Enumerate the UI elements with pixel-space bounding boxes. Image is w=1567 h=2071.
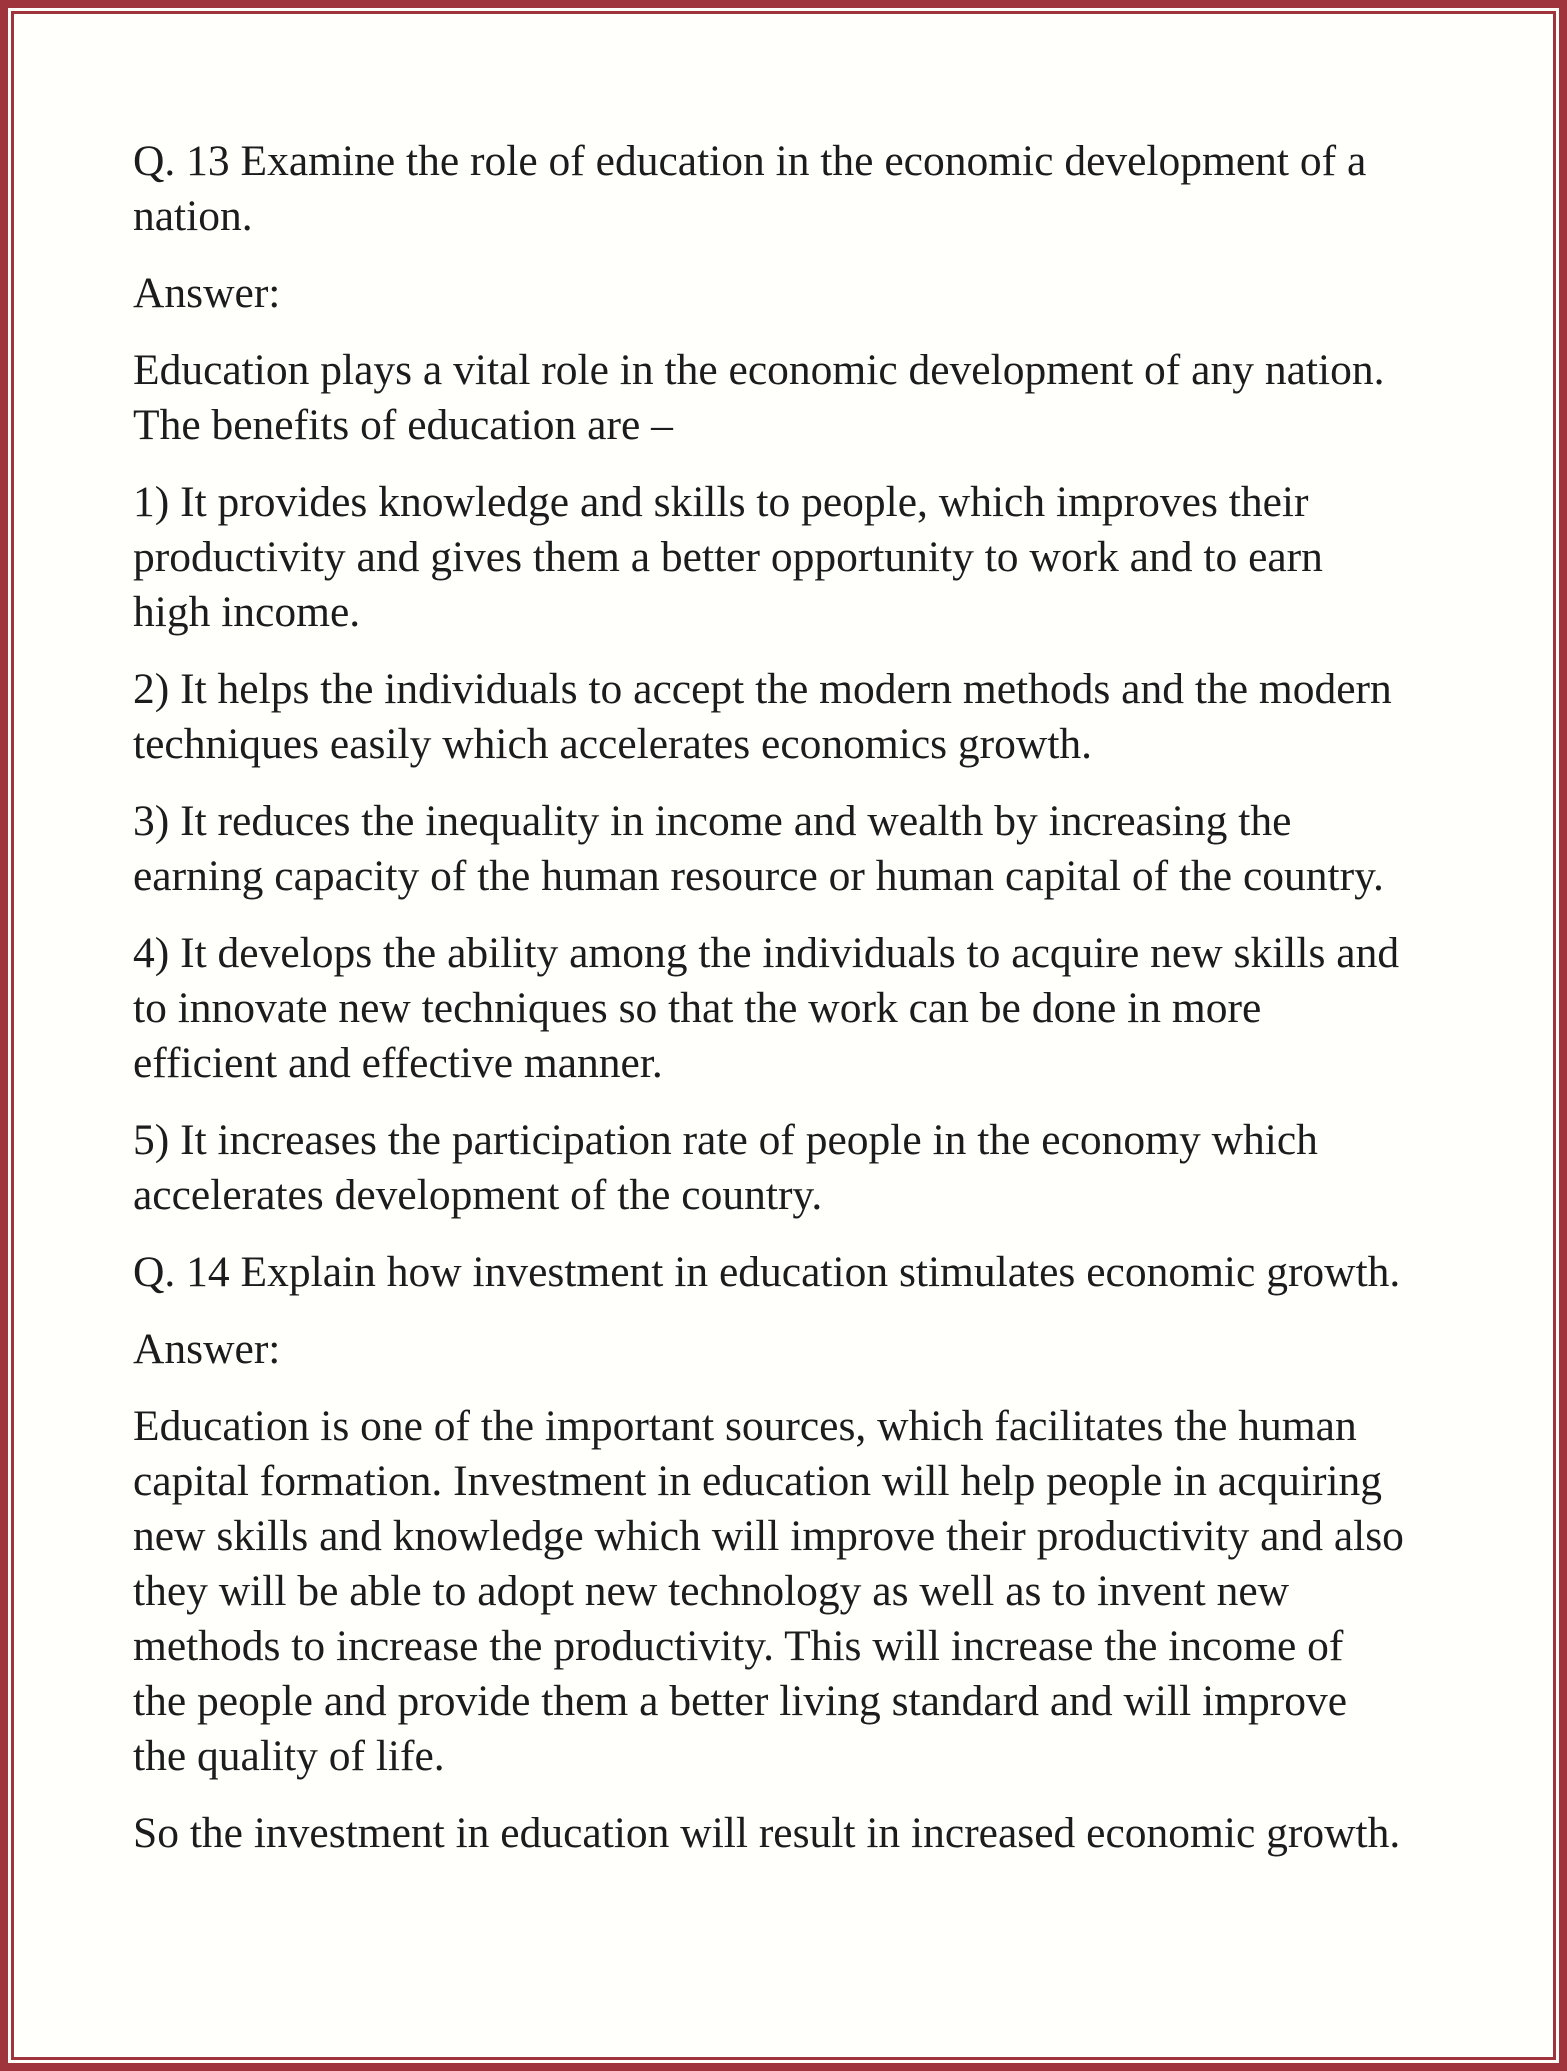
text-line: So the investment in education will result in increased economic growth.: [133, 1809, 1401, 1857]
text-line: capital formation. Investment in education will help people in acquiring: [133, 1457, 1383, 1505]
text-line: 2) It helps the individuals to accept the modern methods and the modern: [133, 665, 1392, 713]
text-line: efficient and effective manner.: [133, 1039, 663, 1087]
text-line: Q. 14 Explain how investment in education stimulates economic growth.: [133, 1248, 1401, 1296]
answer-point: [133, 475, 1463, 640]
answer-point: [133, 662, 1463, 772]
text-line: they will be able to adopt new technology as well as to invent new: [133, 1567, 1290, 1615]
text-line: the people and provide them a better living standard and will improve: [133, 1677, 1348, 1725]
text-line: earning capacity of the human resource or human capital of the country.: [133, 852, 1384, 900]
answer-label: [133, 266, 1463, 321]
document-body: [133, 134, 1463, 1883]
text-line: techniques easily which accelerates economics growth.: [133, 720, 1093, 768]
text-line: 1) It provides knowledge and skills to people, which improves their: [133, 478, 1309, 526]
text-line: methods to increase the productivity. This will increase the income of: [133, 1622, 1344, 1670]
text-line: Answer:: [133, 1325, 281, 1373]
text-line: Education is one of the important sources, which facilitates the human: [133, 1402, 1357, 1450]
text-line: new skills and knowledge which will improve their productivity and also: [133, 1512, 1404, 1560]
answer-point: [133, 1113, 1463, 1223]
answer-paragraph: [133, 1399, 1463, 1784]
text-line: Education plays a vital role in the economic development of any nation.: [133, 346, 1385, 394]
answer-point: [133, 926, 1463, 1091]
answer-paragraph: [133, 1806, 1463, 1861]
text-line: to innovate new techniques so that the work can be done in more: [133, 984, 1262, 1032]
text-line: 5) It increases the participation rate of people in the economy which: [133, 1116, 1318, 1164]
answer-label: [133, 1322, 1463, 1377]
answer-point: [133, 794, 1463, 904]
text-line: accelerates development of the country.: [133, 1171, 823, 1219]
text-line: productivity and gives them a better opportunity to work and to earn: [133, 533, 1323, 581]
answer-paragraph: [133, 343, 1463, 453]
text-line: nation.: [133, 192, 253, 240]
text-line: the quality of life.: [133, 1732, 445, 1780]
text-line: 4) It develops the ability among the individuals to acquire new skills and: [133, 929, 1400, 977]
question-heading: [133, 134, 1463, 244]
text-line: Q. 13 Examine the role of education in the economic development of a: [133, 137, 1367, 185]
text-line: The benefits of education are –: [133, 401, 673, 449]
question-heading: [133, 1245, 1463, 1300]
text-line: 3) It reduces the inequality in income and wealth by increasing the: [133, 797, 1292, 845]
text-line: high income.: [133, 588, 361, 636]
text-line: Answer:: [133, 269, 281, 317]
